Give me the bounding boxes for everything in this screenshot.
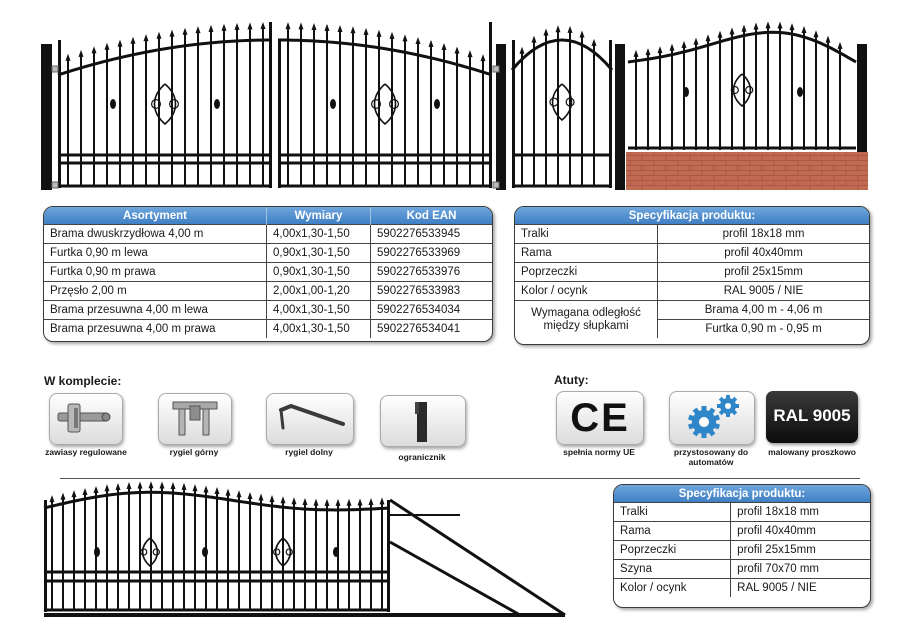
table-cell: Przęsło 2,00 m <box>44 282 267 301</box>
ce-mark-icon: CE <box>570 396 630 440</box>
spec-bottom-title: Specyfikacja produktu: <box>614 485 870 503</box>
table-cell: 0,90x1,30-1,50 <box>267 244 371 263</box>
table-cell: profil 70x70 mm <box>731 560 870 579</box>
table-row <box>44 282 492 301</box>
table-cell: Szyna <box>614 560 731 579</box>
table-cell: profil 18x18 mm <box>731 503 870 522</box>
table-cell: 2,00x1,00-1,20 <box>267 282 371 301</box>
advantage-label-automation: przystosowany do automatów <box>673 447 749 467</box>
kit-tile-hinge <box>49 393 123 445</box>
table-row <box>515 263 869 282</box>
table-row <box>44 263 492 282</box>
table-cell: 5902276534034 <box>371 301 493 320</box>
table-row <box>44 225 492 244</box>
ce-tile <box>556 391 644 445</box>
kit-label-top-bolt: rygiel górny <box>169 447 219 457</box>
ral-badge-text: RAL 9005 <box>773 406 851 425</box>
table-cell: 5902276533969 <box>371 244 493 263</box>
gears-icon <box>670 392 754 444</box>
table-cell: 5902276533983 <box>371 282 493 301</box>
table-cell: Brama przesuwna 4,00 m lewa <box>44 301 267 320</box>
kit-label-stopper: ogranicznik <box>398 452 446 462</box>
sliding-gate-illustration <box>0 480 600 630</box>
table-cell: 5902276533945 <box>371 225 493 244</box>
table-row <box>44 301 492 320</box>
automation-tile <box>669 391 755 445</box>
table-cell: 5902276534041 <box>371 320 493 339</box>
distance-gate: Brama 4,00 m - 4,06 m <box>658 301 870 320</box>
table-cell: 0,90x1,30-1,50 <box>267 263 371 282</box>
table-cell: Furtka 0,90 m lewa <box>44 244 267 263</box>
header-ean: Kod EAN <box>371 207 493 225</box>
table-row <box>614 579 870 598</box>
table-cell: Furtka 0,90 m prawa <box>44 263 267 282</box>
table-cell: Tralki <box>614 503 731 522</box>
kit-tile-bottom-bolt <box>266 393 354 445</box>
kit-label-bottom-bolt: rygiel dolny <box>285 447 333 457</box>
kit-label-hinge: zawiasy regulowane <box>45 447 127 457</box>
spec-table-bottom <box>613 484 871 608</box>
table-row <box>44 244 492 263</box>
table-cell: profil 25x15mm <box>731 541 870 560</box>
header-dimensions: Wymiary <box>267 207 371 225</box>
section-divider <box>60 478 860 479</box>
table-cell: RAL 9005 / NIE <box>731 579 870 598</box>
table-cell: Kolor / ocynk <box>515 282 658 301</box>
advantage-label-eu: spełnia normy UE <box>563 447 635 457</box>
table-cell: profil 40x40mm <box>731 522 870 541</box>
table-cell: 4,00x1,30-1,50 <box>267 320 371 339</box>
table-cell: 4,00x1,30-1,50 <box>267 225 371 244</box>
table-row <box>515 282 869 301</box>
top-bolt-icon <box>159 394 231 444</box>
bottom-bolt-icon <box>267 394 353 444</box>
advantages-title: Atuty: <box>554 373 589 387</box>
table-row <box>614 541 870 560</box>
table-row <box>515 225 869 244</box>
table-cell: profil 18x18 mm <box>658 225 870 244</box>
table-cell: Rama <box>515 244 658 263</box>
table-cell: Tralki <box>515 225 658 244</box>
advantage-label-powder: malowany proszkowo <box>768 447 856 457</box>
distance-label: Wymagana odległość między słupkami <box>515 301 658 339</box>
table-cell: 4,00x1,30-1,50 <box>267 301 371 320</box>
kit-tile-stopper <box>380 395 466 447</box>
table-cell: profil 40x40mm <box>658 244 870 263</box>
kit-tile-top-bolt <box>158 393 232 445</box>
assortment-table <box>43 206 493 342</box>
table-cell: 5902276533976 <box>371 263 493 282</box>
gates-illustration <box>0 0 905 200</box>
table-cell: Poprzeczki <box>515 263 658 282</box>
kit-title: W komplecie: <box>44 374 122 388</box>
table-row <box>614 560 870 579</box>
table-cell: profil 25x15mm <box>658 263 870 282</box>
table-cell: Kolor / ocynk <box>614 579 731 598</box>
table-row <box>44 320 492 339</box>
spec-table-top <box>514 206 870 345</box>
table-cell: Brama przesuwna 4,00 m prawa <box>44 320 267 339</box>
table-cell: Poprzeczki <box>614 541 731 560</box>
table-row <box>614 522 870 541</box>
table-cell: Rama <box>614 522 731 541</box>
ral-badge <box>766 391 858 443</box>
table-cell: Brama dwuskrzydłowa 4,00 m <box>44 225 267 244</box>
table-cell: RAL 9005 / NIE <box>658 282 870 301</box>
table-row <box>515 244 869 263</box>
stopper-icon <box>381 396 465 446</box>
header-assortment: Asortyment <box>44 207 267 225</box>
spec-top-title: Specyfikacja produktu: <box>515 207 869 225</box>
distance-wicket: Furtka 0,90 m - 0,95 m <box>658 320 870 339</box>
hinge-icon <box>50 394 122 444</box>
table-row <box>614 503 870 522</box>
